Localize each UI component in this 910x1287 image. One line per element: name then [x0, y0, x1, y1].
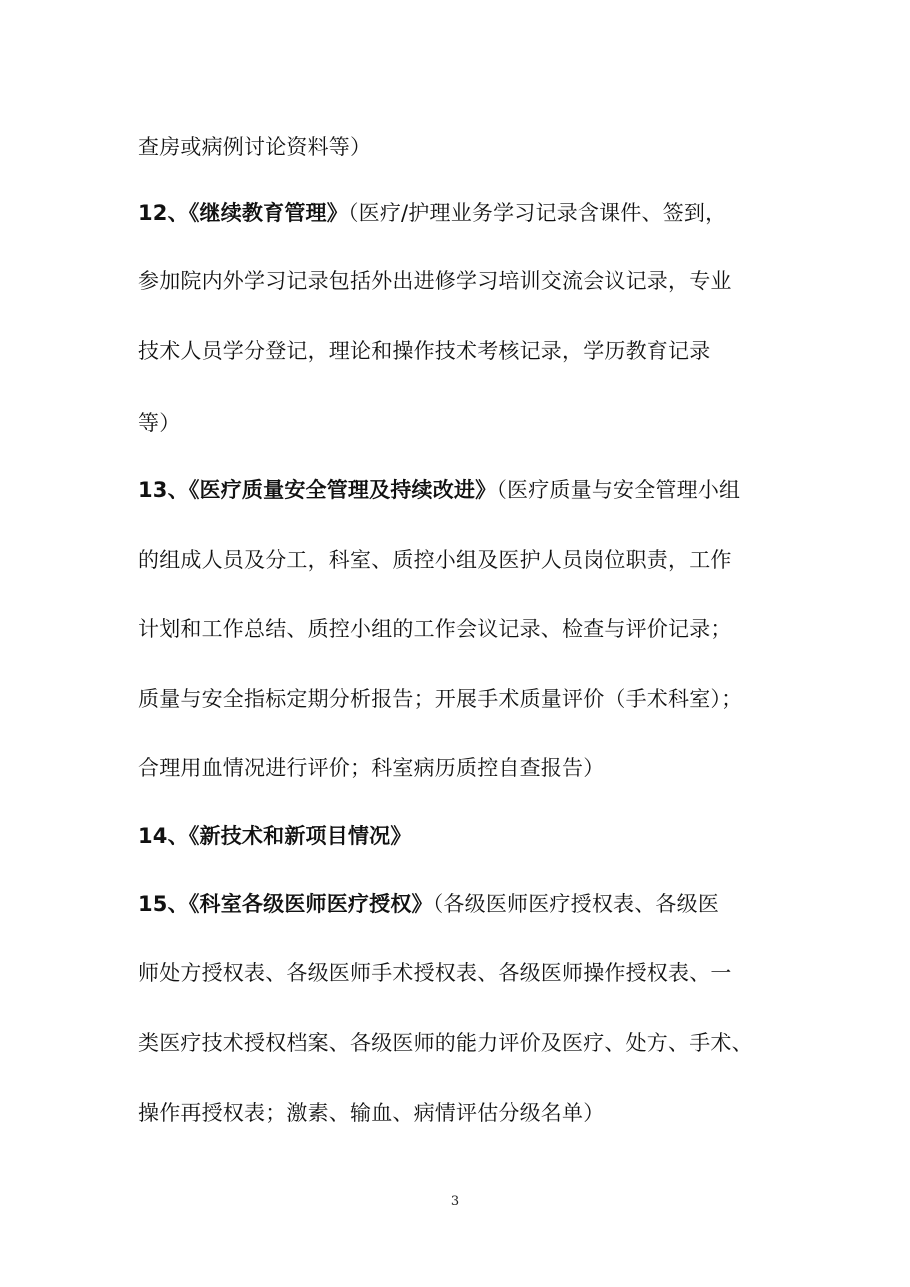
text-line-3 [138, 266, 732, 296]
text-span: 师处方授权表、各级医师手术授权表、各级医师操作授权表、一 [138, 961, 732, 985]
text-line-9 [138, 684, 742, 714]
heading-13-title: 13、《医疗质量安全管理及持续改进》 [138, 478, 497, 502]
text-span: 的组成人员及分工，科室、质控小组及医护人员岗位职责，工作 [138, 548, 732, 572]
heading-15-title: 15、《科室各级医师医疗授权》 [138, 892, 433, 916]
text-span: 合理用血情况进行评价；科室病历质控自查报告） [138, 756, 605, 780]
text-span: 计划和工作总结、质控小组的工作会议记录、检查与评价记录； [138, 617, 732, 641]
page-number: 3 [450, 1194, 460, 1209]
text-line-4 [138, 336, 710, 366]
heading-12-text: （医疗/护理业务学习记录含课件、签到， [347, 201, 727, 225]
text-span: 操作再授权表；激素、输血、病情评估分级名单） [138, 1101, 605, 1125]
heading-13 [138, 475, 740, 505]
text-line-7 [138, 545, 732, 575]
text-span: 参加院内外学习记录包括外出进修学习培训交流会议记录，专业 [138, 269, 732, 293]
text-span: 类医疗技术授权档案、各级医师的能力评价及医疗、处方、手术、 [138, 1031, 753, 1055]
text-line-15 [138, 1098, 604, 1128]
text-line-13 [138, 958, 732, 988]
heading-12 [138, 198, 726, 228]
heading-14-title: 14、《新技术和新项目情况》 [138, 824, 412, 848]
text-span: 查房或病例讨论资料等） [138, 135, 372, 159]
heading-12-title: 12、《继续教育管理》 [138, 201, 348, 225]
text-line-14 [138, 1028, 753, 1058]
heading-13-text: （医疗质量与安全管理小组 [496, 478, 741, 502]
text-line-5 [138, 408, 180, 438]
heading-15-text: （各级医师医疗授权表、各级医 [432, 892, 720, 916]
heading-14 [138, 821, 412, 851]
text-span: 技术人员学分登记，理论和操作技术考核记录，学历教育记录 [138, 339, 711, 363]
heading-15 [138, 889, 719, 919]
text-span: 等） [138, 411, 181, 435]
text-line-1 [138, 132, 371, 162]
text-span: 质量与安全指标定期分析报告；开展手术质量评价（手术科室）； [138, 687, 743, 711]
text-line-10 [138, 753, 604, 783]
text-line-8 [138, 614, 732, 644]
